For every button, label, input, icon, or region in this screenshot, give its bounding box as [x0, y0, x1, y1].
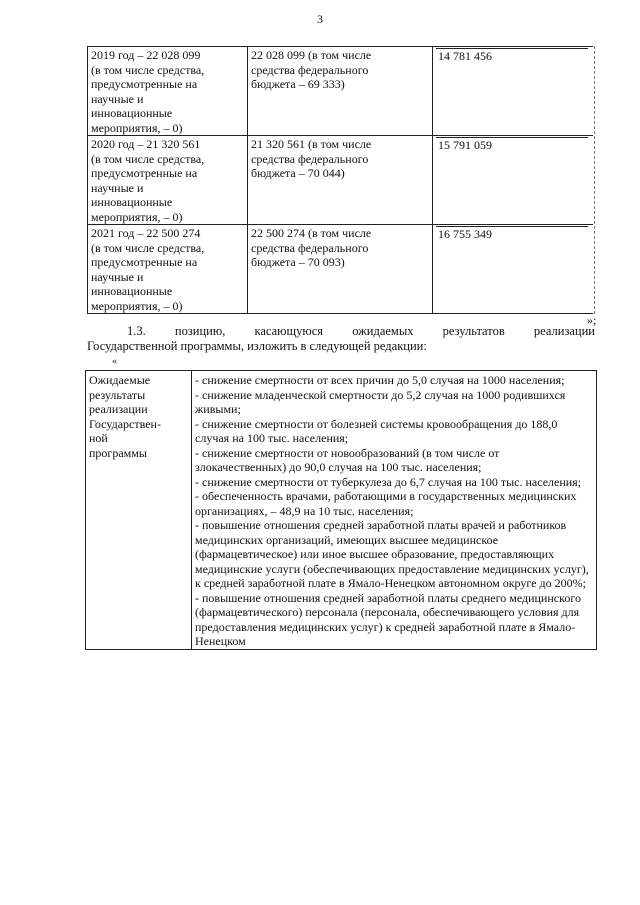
list-item: - снижение смертности от туберкулеза до 6,7 случая на 100 тыс. населения; — [195, 474, 582, 489]
paragraph-line: Государственной программы, изложить в следующей редакции: — [87, 338, 427, 353]
closing-quote: »; — [587, 313, 597, 327]
table-right-border — [594, 46, 595, 314]
results-list — [192, 371, 597, 650]
funding-budget-cell: 22 028 099 (в том числе средства федерального бюджета – 69 333) — [248, 47, 433, 136]
amendment-paragraph — [87, 324, 595, 353]
list-item: - снижение смертности от всех причин до 5,0 случая на 1000 населения; — [195, 373, 565, 387]
funding-other-cell: 16 755 349 — [436, 226, 588, 242]
funding-total-cell: 2021 год – 22 500 274 (в том числе средства, предусмотренные на научные и инновационные мероприятия, – 0) — [88, 225, 248, 314]
table-row — [86, 371, 597, 650]
opening-quote: « — [112, 356, 117, 367]
list-item: - снижение младенческой смертности до 5,2 случая на 1000 родившихся живыми; — [195, 387, 566, 416]
list-item: - снижение смертности от болезней системы кровообращения до 188,0 случая на 100 тыс. населения; — [195, 416, 558, 445]
list-item: - повышение отношения средней заработной платы среднего медицинского (фармацевтического) персонала (персонала, обеспечивающего условия для предоставления медицинских услуг) к средней заработной плате в Ямало-Ненецком — [195, 590, 581, 648]
funding-budget-cell: 21 320 561 (в том числе средства федерального бюджета – 70 044) — [248, 136, 433, 225]
table-row — [88, 136, 593, 225]
list-item: - обеспеченность врачами, работающими в государственных медицинских организациях, – 48,9 на 10 тыс. населения; — [195, 489, 577, 518]
paragraph-line: 1.3. позицию, касающуюся ожидаемых результатов реализации — [127, 324, 595, 338]
table-row — [88, 47, 593, 136]
funding-table — [87, 46, 593, 314]
list-item: - повышение отношения средней заработной платы врачей и работников медицинских организаций, имеющих высшее медицинское (фармацевтическое) или иное высшее образование, предоставляющих медицинские услуги (обеспечивающих предоставление медицинских услуг), к средней заработной плате в Ямало-Ненецком автономном округе до 200%; — [195, 518, 589, 590]
funding-budget-cell: 22 500 274 (в том числе средства федерального бюджета – 70 093) — [248, 225, 433, 314]
results-table — [85, 370, 597, 650]
funding-other-cell: 15 791 059 — [436, 137, 588, 153]
list-item: - снижение смертности от новообразований (в том числе от злокачественных) до 90,0 случая на 100 тыс. населения; — [195, 445, 500, 474]
table-row — [88, 225, 593, 314]
results-label: Ожидаемые результаты реализации Государствен- ной программы — [86, 371, 192, 650]
funding-total-cell: 2020 год – 21 320 561 (в том числе средства, предусмотренные на научные и инновационные мероприятия, – 0) — [88, 136, 248, 225]
page-number: 3 — [317, 12, 323, 26]
funding-other-cell: 14 781 456 — [436, 48, 588, 64]
funding-total-cell: 2019 год – 22 028 099 (в том числе средства, предусмотренные на научные и инновационные мероприятия, – 0) — [88, 47, 248, 136]
